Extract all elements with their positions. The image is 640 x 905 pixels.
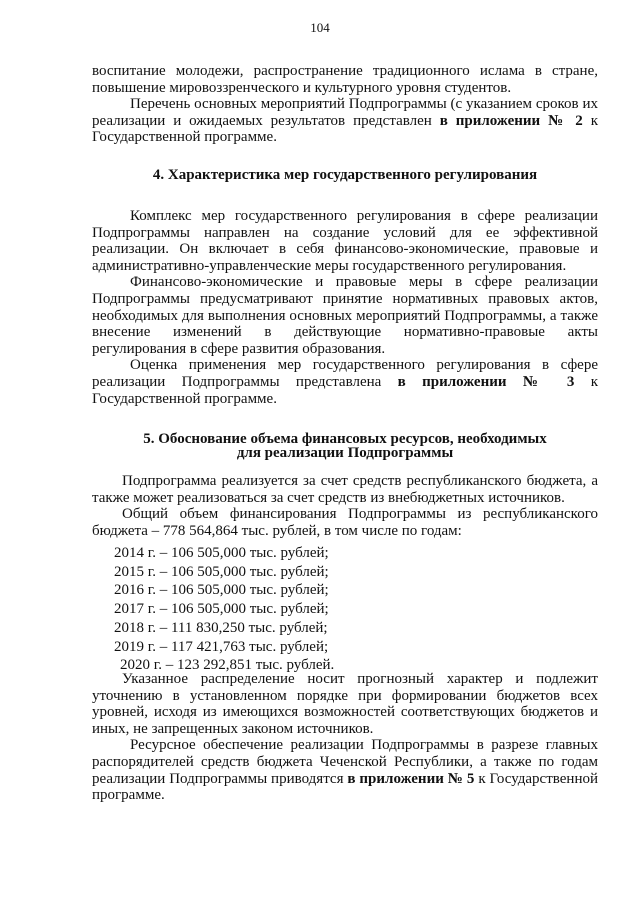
appendix-reference: в приложении № 5 xyxy=(347,770,475,787)
section-4-heading-block xyxy=(92,168,598,182)
list-item-year: 2014 г. – 106 505,000 тыс. рублей; xyxy=(114,545,329,561)
list-item-year: 2019 г. – 117 421,763 тыс. рублей; xyxy=(114,638,329,655)
paragraph-resource-support xyxy=(92,737,598,803)
page-number: 104 xyxy=(310,20,330,35)
list-item-year: 2016 г. – 106 505,000 тыс. рублей; xyxy=(114,582,329,599)
section-heading-line: для реализации Подпрограммы xyxy=(236,445,454,461)
text-run: к Государственной программе. xyxy=(92,373,598,407)
paragraph-activities-list xyxy=(92,96,598,146)
paragraph-evaluation xyxy=(92,357,598,407)
text-run: к Государственной программе. xyxy=(92,770,598,804)
section-heading: 4. Характеристика мер государственного регулирования xyxy=(152,167,538,183)
paragraph-forecast: Указанное распределение носит прогнозный характер и подлежит уточнению в установленном порядке при формировании бюджетов всех уровней, исходя из имеющихся возможностей соответствующих бюджетов и иных, не запрещенных законом источников. xyxy=(92,671,598,737)
list-item-year: 2020 г. – 123 292,851 тыс. рублей. xyxy=(120,657,335,674)
list-item-year: 2017 г. – 106 505,000 тыс. рублей; xyxy=(114,601,329,618)
text-run: Ресурсное обеспечение реализации Подпрограммы в разрезе главных распорядителей средств бюджета Чеченской Республики, а также по годам реализации Подпрограммы приводятся xyxy=(92,737,598,787)
intro-block xyxy=(92,63,598,146)
paragraph-financial-legal: Финансово-экономические и правовые меры в сфере реализации Подпрограммы предусматривают принятие нормативных правовых актов, необходимых для выполнения основных мероприятий Подпрограммы, а также внесение изменений в действующие нормативно-правовые акты регулирования в сфере развития образования. xyxy=(92,274,598,357)
section-5-heading-block xyxy=(92,432,598,460)
financing-block xyxy=(92,473,598,539)
appendix-reference: в приложении № 3 xyxy=(397,373,575,390)
closing-block xyxy=(92,671,598,804)
paragraph-total-financing: Общий объем финансирования Подпрограммы из республиканского бюджета – 778 564,864 тыс. рублей, в том числе по годам: xyxy=(92,506,598,539)
text-run: Оценка применения мер государственного регулирования в сфере реализации Подпрограммы представлена xyxy=(92,357,598,390)
text-run: Перечень основных мероприятий Подпрограммы (с указанием сроков их реализации и ожидаемых результатов представлен xyxy=(92,96,598,129)
section-heading-line: 5. Обоснование объема финансовых ресурсов, необходимых xyxy=(143,431,547,447)
paragraph-budget-source: Подпрограмма реализуется за счет средств республиканского бюджета, а также может реализоваться за счет средств из внебюджетных источников. xyxy=(92,473,598,506)
paragraph-measures-complex: Комплекс мер государственного регулирования в сфере реализации Подпрограммы направлен на создание условий для ее эффективной реализации. Он включает в себя финансово-экономические, правовые и административно-управленческие меры государственного регулирования. xyxy=(92,208,598,274)
text-run: к Государственной программе. xyxy=(92,112,598,146)
paragraph-continuation: воспитание молодежи, распространение традиционного ислама в стране, повышение мировоззренческого и культурного уровня студентов. xyxy=(92,63,598,96)
regulation-block xyxy=(92,208,598,407)
list-item-year: 2018 г. – 111 830,250 тыс. рублей; xyxy=(114,619,328,636)
appendix-reference: в приложении № 2 xyxy=(439,112,583,129)
list-item-year: 2015 г. – 106 505,000 тыс. рублей; xyxy=(114,563,329,580)
yearly-financing-list xyxy=(92,544,598,675)
